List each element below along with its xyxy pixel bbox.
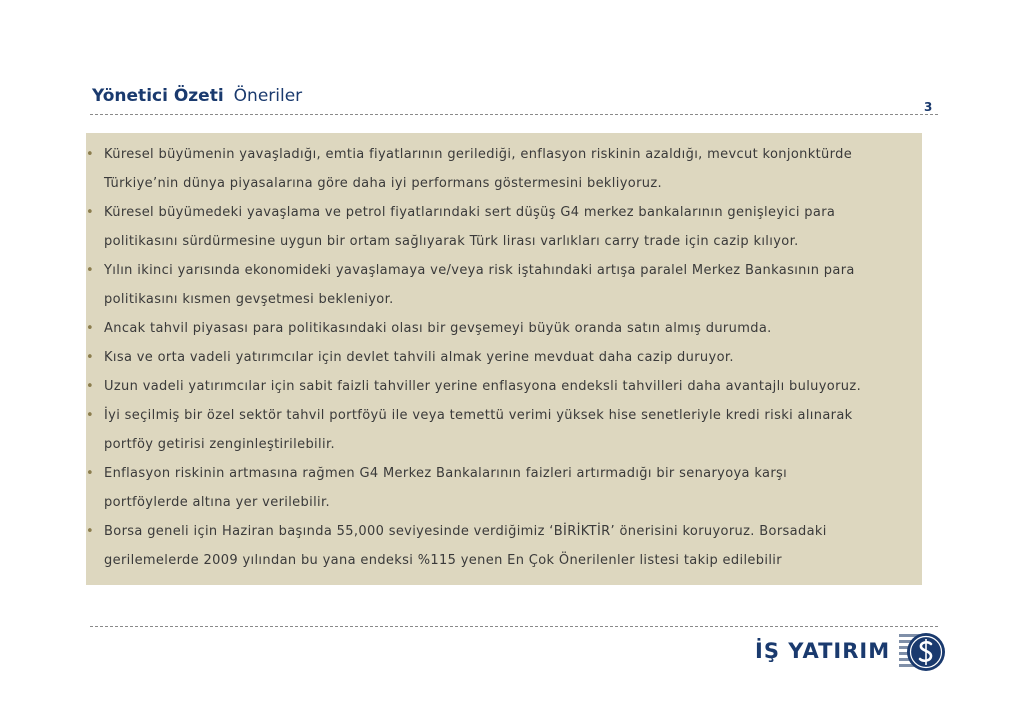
slide-title [92,86,302,106]
bullet-dot-icon: • [86,466,95,481]
recommendations-list [86,140,922,575]
bullet-text-line: Kısa ve orta vadeli yatırımcılar için devlet tahvili almak yerine mevduat daha cazip duruyor. [104,350,734,365]
bullet-text-line: Küresel büyümedeki yavaşlama ve petrol fiyatlarındaki sert düşüş G4 merkez bankalarının genişleyici para [104,205,836,220]
bullet-dot-icon: • [86,205,95,220]
bullet-text-line: gerilemelerde 2009 yılından bu yana endeksi %115 yenen En Çok Önerilenler listesi takip edilebilir [104,553,782,568]
bullet-item [86,401,922,459]
bullet-item [86,140,922,198]
content-panel [86,133,922,585]
bullet-item [86,517,922,575]
bullet-item [86,459,922,517]
bullet-dot-icon: • [86,408,95,423]
bullet-text-line: İyi seçilmiş bir özel sektör tahvil portföyü ile veya temettü verimi yüksek hise senetleriyle kredi riski alınarak [104,408,853,423]
bullet-text-line: portföy getirisi zenginleştirilebilir. [104,437,335,452]
bullet-text-line: Küresel büyümenin yavaşladığı, emtia fiyatlarının gerilediği, enflasyon riskinin azaldığı, mevcut konjonktürde [104,147,853,162]
bullet-dot-icon: • [86,524,95,539]
bullet-item [86,198,922,256]
bullet-item [86,256,922,314]
bullet-dot-icon: • [86,263,95,278]
bullet-text-line: Uzun vadeli yatırımcılar için sabit faizli tahviller yerine enflasyona endeksli tahvilleri daha avantajlı buluyoruz. [104,379,862,394]
bullet-dot-icon: • [86,379,95,394]
bullet-item [86,372,922,401]
bullet-text-line: portföylerde altına yer verilebilir. [104,495,331,510]
bullet-text-line: Yılın ikinci yarısında ekonomideki yavaşlamaya ve/veya risk iştahındaki artışa paralel Merkez Bankasının para [104,263,855,278]
bullet-item [86,343,922,372]
bullet-dot-icon: • [86,350,95,365]
bullet-dot-icon: • [86,147,95,162]
bullet-text-line: politikasını kısmen gevşetmesi bekleniyor. [104,292,394,307]
bullet-text-line: Ancak tahvil piyasası para politikasındaki olası bir gevşemeyi büyük oranda satın almış durumda. [104,321,772,336]
footer-divider [90,626,938,627]
company-logo [755,630,955,674]
title-main: Yönetici Özeti [92,86,224,106]
bullet-text-line: politikasını sürdürmesine uygun bir ortam sağlıyarak Türk lirası varlıkları carry trade için cazip kılıyor. [104,234,799,249]
header-divider [90,114,938,115]
bullet-text-line: Enflasyon riskinin artmasına rağmen G4 Merkez Bankalarının faizleri artırmadığı bir senaryoya karşı [104,466,788,481]
bullet-item [86,314,922,343]
logo-text: İŞ YATIRIM [755,639,891,663]
page-number: 3 [924,100,933,114]
bullet-dot-icon: • [86,321,95,336]
dollar-emblem-icon [899,630,947,674]
title-subtitle: Öneriler [233,86,303,106]
bullet-text-line: Borsa geneli için Haziran başında 55,000 seviyesinde verdiğimiz ‘BİRİKTİR’ önerisini koruyoruz. Borsadaki [104,524,827,539]
bullet-text-line: Türkiye’nin dünya piyasalarına göre daha iyi performans göstermesini bekliyoruz. [104,176,663,191]
